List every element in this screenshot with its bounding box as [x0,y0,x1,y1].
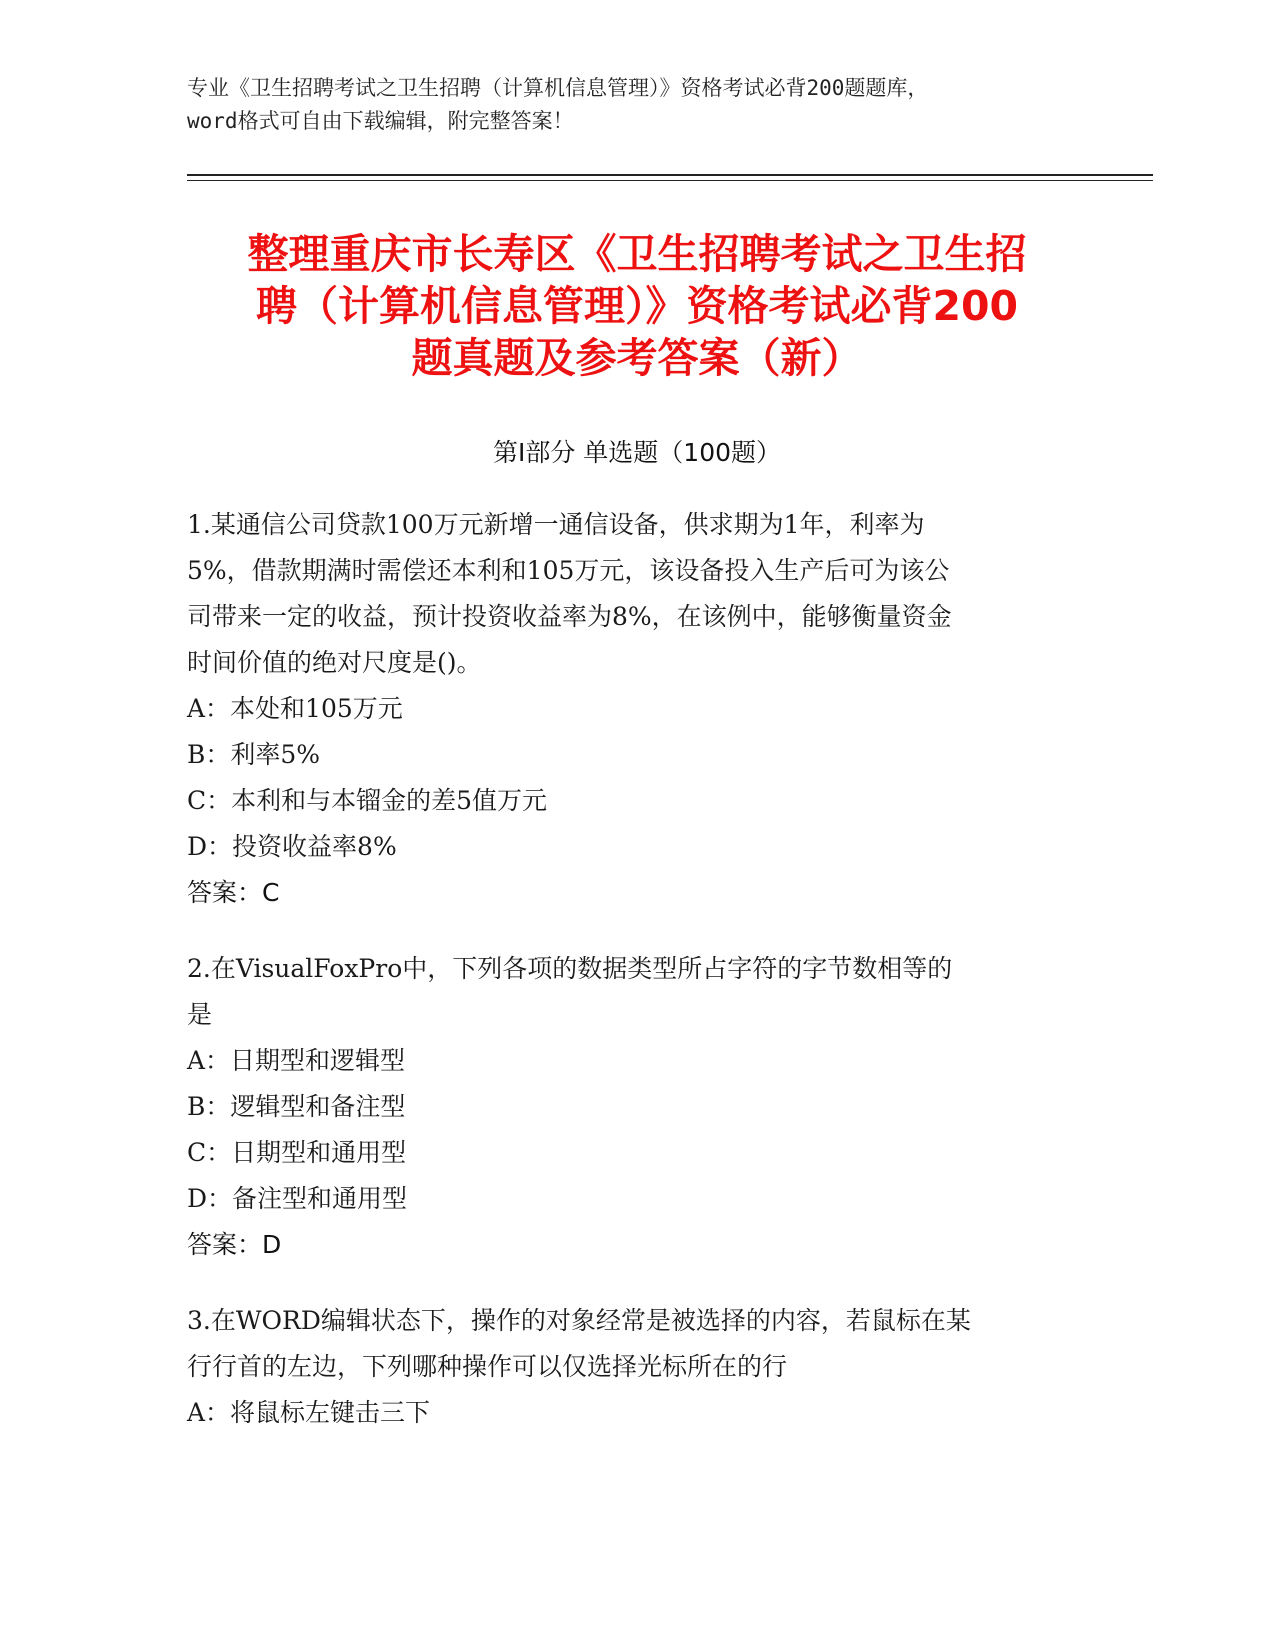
header-note [187,72,1087,138]
header-divider-thick [187,174,1153,176]
header-note-line: word格式可自由下载编辑，附完整答案！ [187,109,574,133]
question-3 [187,1298,1087,1436]
section-heading: 第Ⅰ部分 单选题（100题） [492,438,782,467]
question-text-line: 是 [187,1000,213,1029]
document-title-line: 题真题及参考答案（新） [411,334,863,382]
option-c: C：本利和与本镏金的差5值万元 [187,786,548,815]
question-1 [187,502,1087,916]
document-title-line: 整理重庆市长寿区《卫生招聘考试之卫生招 [247,230,1027,278]
document-title [187,228,1087,384]
answer-label: 答案：D [187,1230,282,1259]
question-text-line: 5%，借款期满时需偿还本利和105万元，该设备投入生产后可为该公 [187,556,950,585]
option-d: D：投资收益率8% [187,832,397,861]
question-text-line: 3.在WORD编辑状态下，操作的对象经常是被选择的内容，若鼠标在某 [187,1306,971,1335]
option-a: A：本处和105万元 [187,694,403,723]
header-divider-thin [187,180,1153,181]
question-2 [187,946,1087,1268]
answer-label: 答案：C [187,878,280,907]
document-title-line: 聘（计算机信息管理）》资格考试必背200 [255,282,1019,330]
question-text-line: 时间价值的绝对尺度是()。 [187,648,482,677]
question-text-line: 1.某通信公司贷款100万元新增一通信设备，供求期为1年，利率为 [187,510,925,539]
option-c: C：日期型和通用型 [187,1138,407,1167]
option-a: A：将鼠标左键击三下 [187,1398,431,1427]
header-note-line: 专业《卫生招聘考试之卫生招聘（计算机信息管理）》资格考试必背200题题库， [187,76,929,100]
question-text-line: 2.在VisualFoxPro中，下列各项的数据类型所占字符的字节数相等的 [187,954,953,983]
question-text-line: 司带来一定的收益，预计投资收益率为8%，在该例中，能够衡量资金 [187,602,952,631]
question-text-line: 行行首的左边，下列哪种操作可以仅选择光标所在的行 [187,1352,788,1381]
option-a: A：日期型和逻辑型 [187,1046,406,1075]
option-b: B：利率5% [187,740,321,769]
option-d: D：备注型和通用型 [187,1184,408,1213]
option-b: B：逻辑型和备注型 [187,1092,406,1121]
